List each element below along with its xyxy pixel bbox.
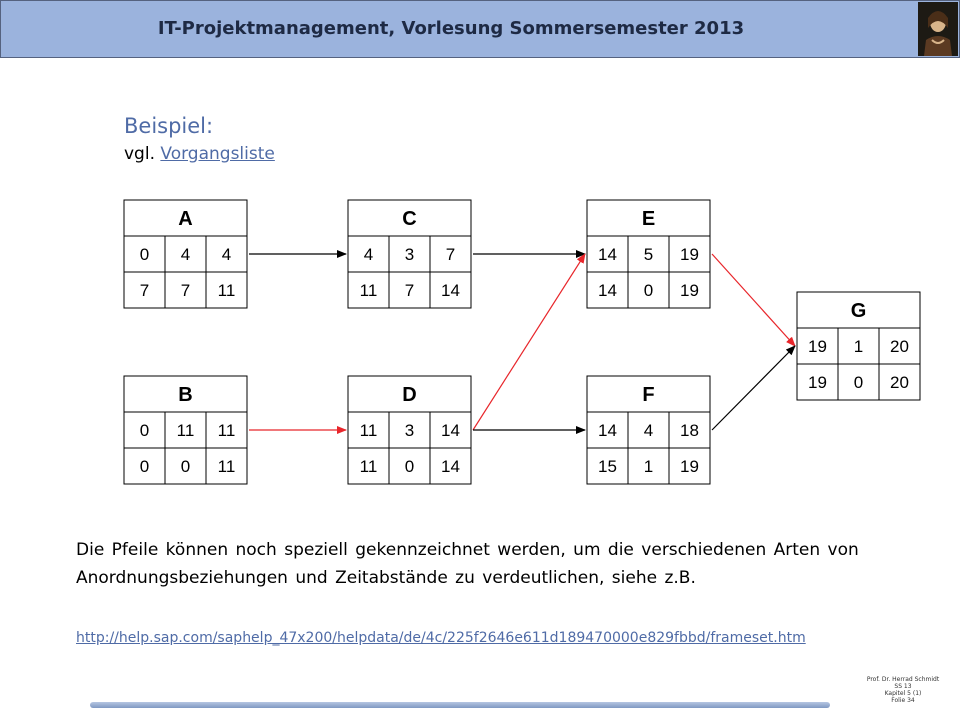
node-g <box>797 292 920 400</box>
header-title: IT-Projektmanagement, Vorlesung Sommersemester 2013 <box>157 18 745 39</box>
node-title: A <box>178 208 193 230</box>
reference-prefix: vgl. <box>124 144 155 164</box>
node-title: F <box>642 384 655 406</box>
node-cell: 1 <box>853 337 864 356</box>
footer-semester: SS 13 <box>894 683 912 690</box>
node-cell: 3 <box>404 421 415 440</box>
footer-info <box>850 676 956 704</box>
node-d <box>348 376 471 484</box>
node-c <box>348 200 471 308</box>
node-title: C <box>402 208 417 230</box>
edge-f-g <box>712 346 795 430</box>
node-cell: 11 <box>359 421 378 440</box>
node-cell: 7 <box>404 281 415 300</box>
node-cell: 19 <box>680 245 699 264</box>
node-cell: 7 <box>139 281 150 300</box>
node-cell: 14 <box>598 281 617 300</box>
node-cell: 11 <box>359 281 378 300</box>
sap-help-link[interactable]: http://help.sap.com/saphelp_47x200/helpdata/de/4c/225f2646e611d189470000e829fbbd/frameset.htm <box>76 630 806 646</box>
node-cell: 11 <box>359 457 378 476</box>
node-cell: 0 <box>139 421 150 440</box>
node-cell: 4 <box>643 421 654 440</box>
footer-author: Prof. Dr. Herrad Schmidt <box>866 676 940 683</box>
node-cell: 14 <box>441 421 460 440</box>
node-cell: 19 <box>680 281 699 300</box>
node-cell: 4 <box>221 245 232 264</box>
node-cell: 0 <box>180 457 191 476</box>
node-cell: 14 <box>441 281 460 300</box>
node-cell: 7 <box>180 281 191 300</box>
node-e <box>587 200 710 308</box>
footer-slide: Folie 34 <box>891 697 915 704</box>
node-title: G <box>850 300 867 322</box>
node-cell: 11 <box>176 421 195 440</box>
node-title: D <box>402 384 417 406</box>
node-cell: 4 <box>180 245 191 264</box>
node-title: B <box>178 384 193 406</box>
node-cell: 19 <box>808 337 827 356</box>
node-cell: 7 <box>445 245 456 264</box>
node-cell: 1 <box>643 457 654 476</box>
node-cell: 3 <box>404 245 415 264</box>
node-cell: 11 <box>217 421 236 440</box>
slide-heading: Beispiel: <box>124 114 214 138</box>
node-cell: 0 <box>853 373 864 392</box>
vorgangsliste-link[interactable]: Vorgangsliste <box>160 144 275 164</box>
node-cell: 19 <box>680 457 699 476</box>
edge-d-e <box>473 254 585 430</box>
edge-e-g <box>712 254 795 346</box>
footer-chapter: Kapitel 5 (1) <box>884 690 922 697</box>
node-cell: 14 <box>598 421 617 440</box>
node-cell: 0 <box>139 457 150 476</box>
node-cell: 15 <box>598 457 617 476</box>
node-cell: 4 <box>363 245 374 264</box>
node-cell: 0 <box>643 281 654 300</box>
node-cell: 0 <box>139 245 150 264</box>
node-a <box>124 200 247 308</box>
node-cell: 19 <box>808 373 827 392</box>
node-cell: 20 <box>890 373 909 392</box>
explanation-text: Die Pfeile können noch speziell gekennzeichnet werden, um die verschiedenen Arten von Anordnungsbeziehungen und Zeitabstände zu verdeutlichen, siehe z.B. <box>76 540 859 588</box>
node-cell: 5 <box>643 245 654 264</box>
node-cell: 11 <box>217 457 236 476</box>
node-cell: 18 <box>680 421 699 440</box>
node-b <box>124 376 247 484</box>
node-cell: 14 <box>441 457 460 476</box>
node-cell: 11 <box>217 281 236 300</box>
footer-bar <box>90 702 830 708</box>
node-cell: 14 <box>598 245 617 264</box>
node-cell: 0 <box>404 457 415 476</box>
node-cell: 20 <box>890 337 909 356</box>
node-f <box>587 376 710 484</box>
node-title: E <box>641 208 656 230</box>
